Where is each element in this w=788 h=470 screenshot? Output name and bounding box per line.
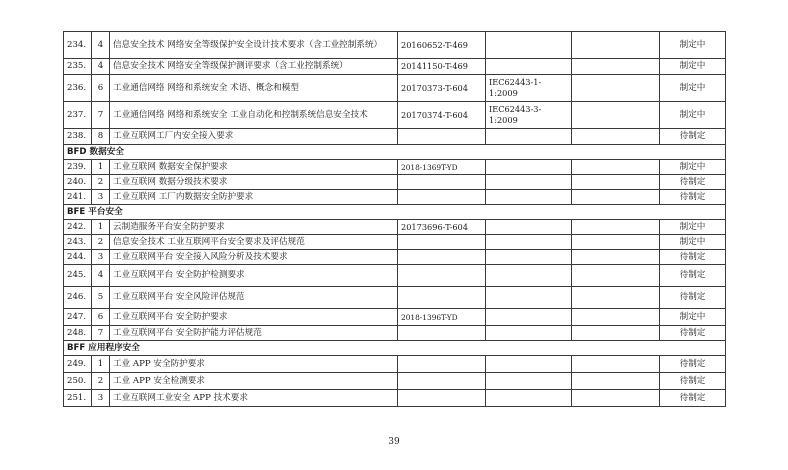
- plan-code: 20141150-T-469: [398, 59, 486, 75]
- category-label: BFD 数据安全: [64, 145, 726, 160]
- table-row: [64, 390, 726, 407]
- table-row: [64, 129, 726, 145]
- status-cell: 制定中: [660, 59, 726, 75]
- table-row: [64, 265, 726, 287]
- international-standard: [486, 190, 572, 205]
- table-row: [64, 220, 726, 235]
- empty-cell: [572, 102, 660, 129]
- international-standard: [486, 287, 572, 309]
- sub-number: 3: [92, 390, 110, 407]
- international-standard: [486, 59, 572, 75]
- plan-code: [398, 250, 486, 265]
- standard-name: 工业互联网平台 安全接入风险分析及技术要求: [110, 250, 398, 265]
- empty-cell: [572, 160, 660, 175]
- status-cell: 待制定: [660, 129, 726, 145]
- status-cell: 制定中: [660, 32, 726, 59]
- row-number: 246.: [64, 287, 92, 309]
- standard-name: 工业 APP 安全防护要求: [110, 356, 398, 373]
- table-row: [64, 326, 726, 341]
- international-standard: [486, 32, 572, 59]
- standard-name: 工业互联网工业安全 APP 技术要求: [110, 390, 398, 407]
- sub-number: 2: [92, 373, 110, 390]
- table-row: [64, 235, 726, 250]
- standard-name: 工业互联网平台 安全防护能力评估规范: [110, 326, 398, 341]
- sub-number: 4: [92, 59, 110, 75]
- sub-number: 4: [92, 32, 110, 59]
- international-standard: [486, 373, 572, 390]
- plan-code: 2018-1369T-YD: [398, 160, 486, 175]
- sub-number: 3: [92, 190, 110, 205]
- table-row: [64, 250, 726, 265]
- table-row: [64, 59, 726, 75]
- standards-table: [63, 31, 726, 407]
- plan-code: 20160652-T-469: [398, 32, 486, 59]
- plan-code: 20173696-T-604: [398, 220, 486, 235]
- standard-name: 信息安全技术 工业互联网平台安全要求及评估规范: [110, 235, 398, 250]
- empty-cell: [572, 190, 660, 205]
- status-cell: 待制定: [660, 326, 726, 341]
- row-number: 242.: [64, 220, 92, 235]
- standard-name: 工业 APP 安全检测要求: [110, 373, 398, 390]
- sub-number: 6: [92, 75, 110, 102]
- international-standard: [486, 175, 572, 190]
- empty-cell: [572, 356, 660, 373]
- category-row: [64, 341, 726, 356]
- plan-code: [398, 390, 486, 407]
- row-number: 251.: [64, 390, 92, 407]
- standard-name: 工业互联网 数据分级技术要求: [110, 175, 398, 190]
- category-label: BFE 平台安全: [64, 205, 726, 220]
- table-row: [64, 190, 726, 205]
- plan-code: [398, 190, 486, 205]
- table-row: [64, 373, 726, 390]
- international-standard: [486, 390, 572, 407]
- international-standard: [486, 356, 572, 373]
- status-cell: 待制定: [660, 356, 726, 373]
- empty-cell: [572, 390, 660, 407]
- status-cell: 制定中: [660, 309, 726, 326]
- plan-code: [398, 129, 486, 145]
- standard-name: 工业互联网工厂内安全接入要求: [110, 129, 398, 145]
- row-number: 239.: [64, 160, 92, 175]
- row-number: 237.: [64, 102, 92, 129]
- international-standard: [486, 309, 572, 326]
- plan-code: [398, 265, 486, 287]
- row-number: 250.: [64, 373, 92, 390]
- status-cell: 待制定: [660, 250, 726, 265]
- status-cell: 待制定: [660, 190, 726, 205]
- standard-name: 工业通信网络 网络和系统安全 术语、概念和模型: [110, 75, 398, 102]
- sub-number: 2: [92, 175, 110, 190]
- table-row: [64, 75, 726, 102]
- sub-number: 5: [92, 287, 110, 309]
- standard-name: 工业互联网 数据安全保护要求: [110, 160, 398, 175]
- row-number: 243.: [64, 235, 92, 250]
- table-row: [64, 287, 726, 309]
- sub-number: 7: [92, 326, 110, 341]
- row-number: 244.: [64, 250, 92, 265]
- row-number: 240.: [64, 175, 92, 190]
- international-standard: [486, 235, 572, 250]
- plan-code: [398, 373, 486, 390]
- international-standard: [486, 220, 572, 235]
- row-number: 245.: [64, 265, 92, 287]
- international-standard: [486, 160, 572, 175]
- standard-name: 工业互联网平台 安全防护检测要求: [110, 265, 398, 287]
- sub-number: 1: [92, 160, 110, 175]
- empty-cell: [572, 129, 660, 145]
- sub-number: 7: [92, 102, 110, 129]
- row-number: 236.: [64, 75, 92, 102]
- empty-cell: [572, 250, 660, 265]
- empty-cell: [572, 309, 660, 326]
- sub-number: 2: [92, 235, 110, 250]
- row-number: 241.: [64, 190, 92, 205]
- plan-code: [398, 235, 486, 250]
- empty-cell: [572, 220, 660, 235]
- status-cell: 待制定: [660, 265, 726, 287]
- plan-code: [398, 287, 486, 309]
- international-standard: IEC62443-1-1:2009: [486, 75, 572, 102]
- international-standard: [486, 326, 572, 341]
- standards-table-body: [64, 32, 726, 407]
- page-number: 39: [388, 437, 400, 447]
- row-number: 248.: [64, 326, 92, 341]
- plan-code: [398, 326, 486, 341]
- sub-number: 3: [92, 250, 110, 265]
- empty-cell: [572, 32, 660, 59]
- table-row: [64, 102, 726, 129]
- international-standard: [486, 250, 572, 265]
- standard-name: 工业互联网平台 安全风险评估规范: [110, 287, 398, 309]
- empty-cell: [572, 59, 660, 75]
- international-standard: IEC62443-3-1:2009: [486, 102, 572, 129]
- table-row: [64, 32, 726, 59]
- sub-number: 1: [92, 356, 110, 373]
- row-number: 249.: [64, 356, 92, 373]
- table-row: [64, 160, 726, 175]
- category-row: [64, 145, 726, 160]
- category-label: BFF 应用程序安全: [64, 341, 726, 356]
- status-cell: 制定中: [660, 220, 726, 235]
- status-cell: 待制定: [660, 175, 726, 190]
- plan-code: 20170374-T-604: [398, 102, 486, 129]
- empty-cell: [572, 175, 660, 190]
- sub-number: 1: [92, 220, 110, 235]
- row-number: 238.: [64, 129, 92, 145]
- sub-number: 6: [92, 309, 110, 326]
- row-number: 234.: [64, 32, 92, 59]
- standard-name: 工业通信网络 网络和系统安全 工业自动化和控制系统信息安全技术: [110, 102, 398, 129]
- status-cell: 待制定: [660, 390, 726, 407]
- empty-cell: [572, 235, 660, 250]
- international-standard: [486, 129, 572, 145]
- standard-name: 工业互联网平台 安全防护要求: [110, 309, 398, 326]
- plan-code: [398, 175, 486, 190]
- standard-name: 信息安全技术 网络安全等级保护安全设计技术要求（含工业控制系统）: [110, 32, 398, 59]
- row-number: 235.: [64, 59, 92, 75]
- table-row: [64, 309, 726, 326]
- status-cell: 制定中: [660, 160, 726, 175]
- status-cell: 待制定: [660, 287, 726, 309]
- empty-cell: [572, 287, 660, 309]
- row-number: 247.: [64, 309, 92, 326]
- plan-code: [398, 356, 486, 373]
- sub-number: 4: [92, 265, 110, 287]
- standard-name: 云制造服务平台安全防护要求: [110, 220, 398, 235]
- table-row: [64, 356, 726, 373]
- plan-code: 20170373-T-604: [398, 75, 486, 102]
- empty-cell: [572, 75, 660, 102]
- category-row: [64, 205, 726, 220]
- status-cell: 制定中: [660, 75, 726, 102]
- empty-cell: [572, 373, 660, 390]
- standard-name: 工业互联网 工厂内数据安全防护要求: [110, 190, 398, 205]
- international-standard: [486, 265, 572, 287]
- status-cell: 制定中: [660, 102, 726, 129]
- standard-name: 信息安全技术 网络安全等级保护测评要求（含工业控制系统）: [110, 59, 398, 75]
- sub-number: 8: [92, 129, 110, 145]
- empty-cell: [572, 265, 660, 287]
- status-cell: 制定中: [660, 235, 726, 250]
- table-row: [64, 175, 726, 190]
- empty-cell: [572, 326, 660, 341]
- status-cell: 待制定: [660, 373, 726, 390]
- plan-code: 2018-1396T-YD: [398, 309, 486, 326]
